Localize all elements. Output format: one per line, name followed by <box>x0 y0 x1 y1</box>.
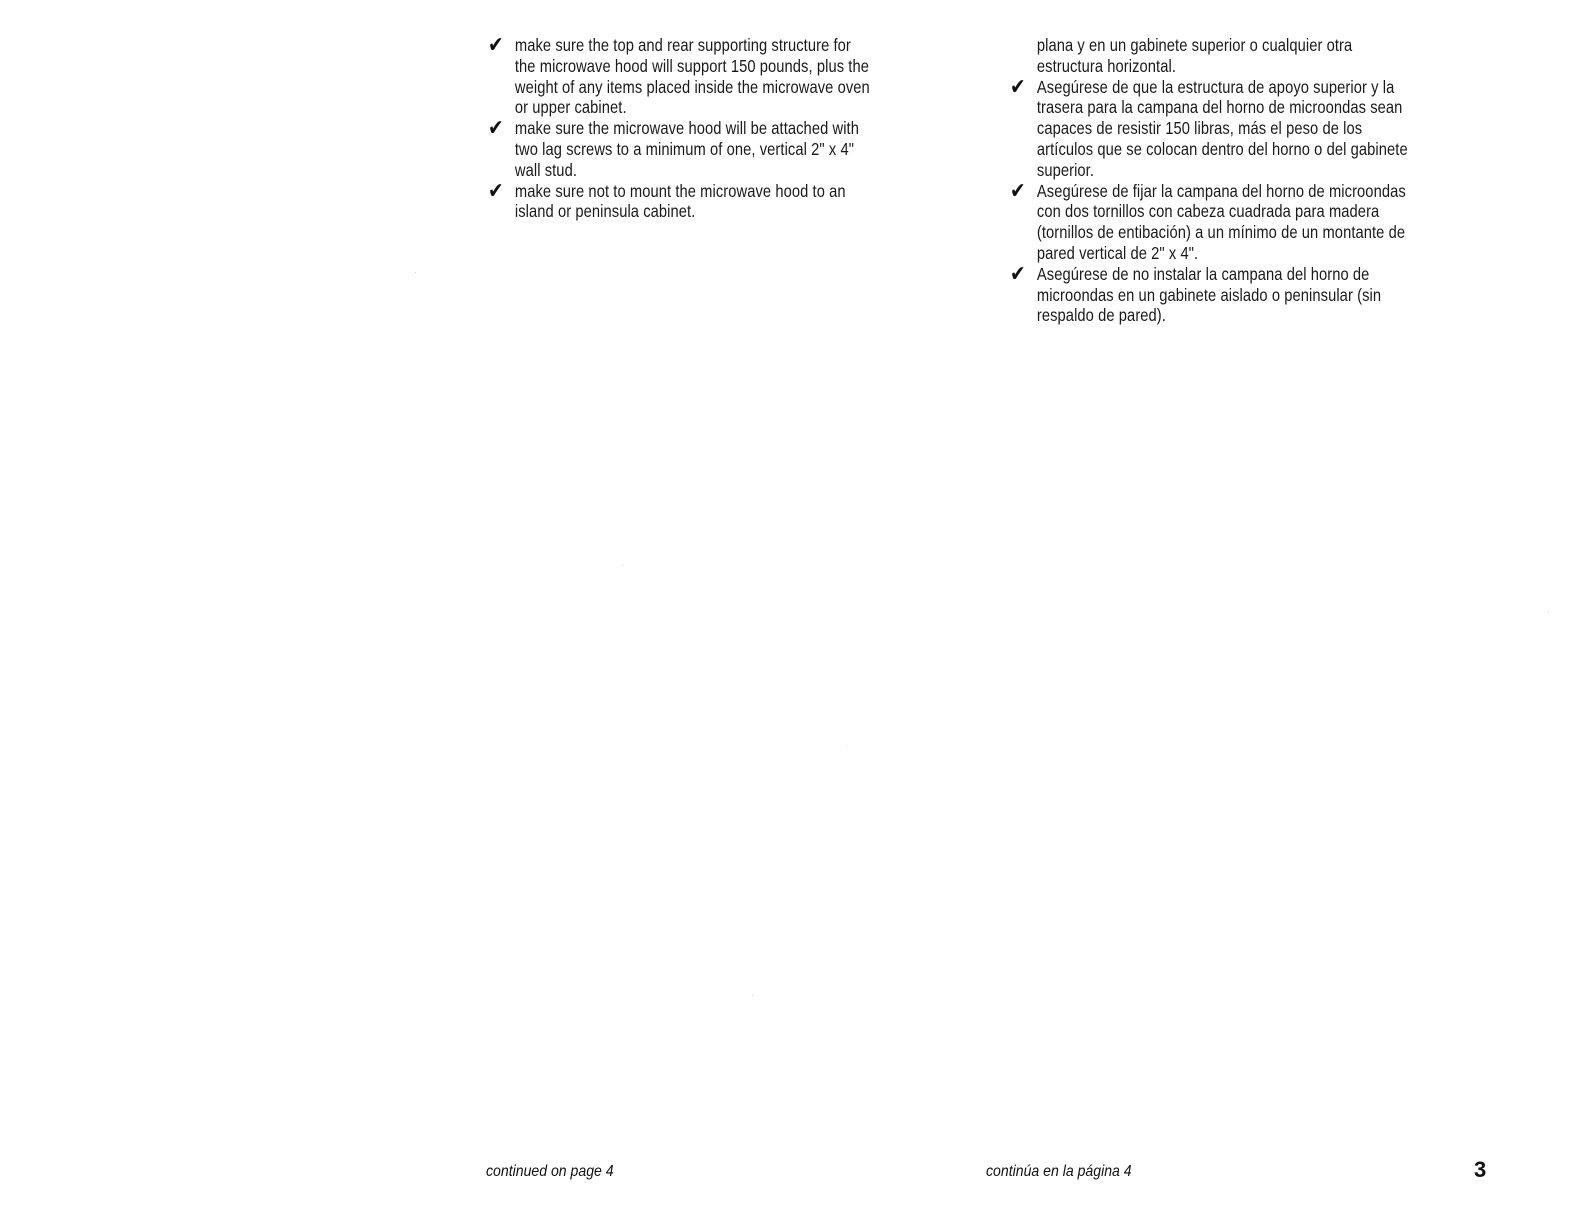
checkmark-icon: ✔ <box>488 33 504 58</box>
text-line: make sure the top and rear supporting structure for <box>514 35 851 55</box>
text-line: wall stud. <box>514 159 578 180</box>
spanish-checklist-item <box>1010 261 1496 326</box>
checkmark-icon: ✔ <box>1010 178 1026 204</box>
spanish-column <box>1010 35 1496 326</box>
text-line: the microwave hood will support 150 pounds, plus the <box>514 55 869 76</box>
text-line: plana y en un gabinete superior o cualquier otra <box>1036 35 1353 55</box>
page-number: 3 <box>1474 1157 1487 1182</box>
checkmark-icon: ✔ <box>1010 261 1026 287</box>
text-line: pared vertical de 2" x 4". <box>1036 242 1199 263</box>
english-checklist-item <box>488 35 968 118</box>
spanish-continuation-paragraph <box>1010 35 1496 77</box>
spanish-checklist-item <box>1010 74 1496 181</box>
scan-speck <box>846 745 847 746</box>
continued-footer-spanish: continúa en la página 4 <box>986 1163 1132 1180</box>
text-line: or upper cabinet. <box>514 97 627 118</box>
text-line: weight of any items placed inside the microwave oven <box>514 76 870 97</box>
checkmark-icon: ✔ <box>488 116 504 142</box>
text-line: Asegúrese de que la estructura de apoyo superior y la <box>1036 76 1395 97</box>
checkmark-icon: ✔ <box>1010 74 1026 100</box>
scan-speck <box>415 272 416 273</box>
text-line: two lag screws to a minimum of one, vertical 2" x 4" <box>514 138 855 159</box>
english-checklist-item <box>488 118 968 180</box>
text-line: artículos que se colocan dentro del horno o del gabinete <box>1036 138 1408 159</box>
scan-speck <box>752 995 753 996</box>
continued-footer-english: continued on page 4 <box>486 1163 614 1180</box>
text-line: make sure the microwave hood will be attached with <box>514 118 859 139</box>
english-column <box>488 35 968 222</box>
text-line: con dos tornillos con cabeza cuadrada para madera <box>1036 201 1380 222</box>
text-line: Asegúrese de fijar la campana del horno de microondas <box>1036 180 1406 201</box>
spanish-checklist-item <box>1010 178 1496 264</box>
scan-speck <box>622 565 623 566</box>
scan-speck <box>1548 612 1549 613</box>
checkmark-icon: ✔ <box>488 178 504 204</box>
text-line: make sure not to mount the microwave hood to an <box>514 180 846 201</box>
text-line: island or peninsula cabinet. <box>514 201 696 222</box>
text-line: (tornillos de entibación) a un mínimo de un montante de <box>1036 222 1406 243</box>
text-line: trasera para la campana del horno de microondas sean <box>1036 97 1403 118</box>
text-line: capaces de resistir 150 libras, más el peso de los <box>1036 118 1363 139</box>
text-line: respaldo de pared). <box>1036 305 1166 326</box>
text-line: estructura horizontal. <box>1036 55 1177 76</box>
text-line: Asegúrese de no instalar la campana del horno de <box>1036 263 1370 284</box>
english-checklist-item <box>488 178 968 223</box>
text-line: microondas en un gabinete aislado o peninsular (sin <box>1036 284 1382 305</box>
text-line: superior. <box>1036 159 1095 180</box>
